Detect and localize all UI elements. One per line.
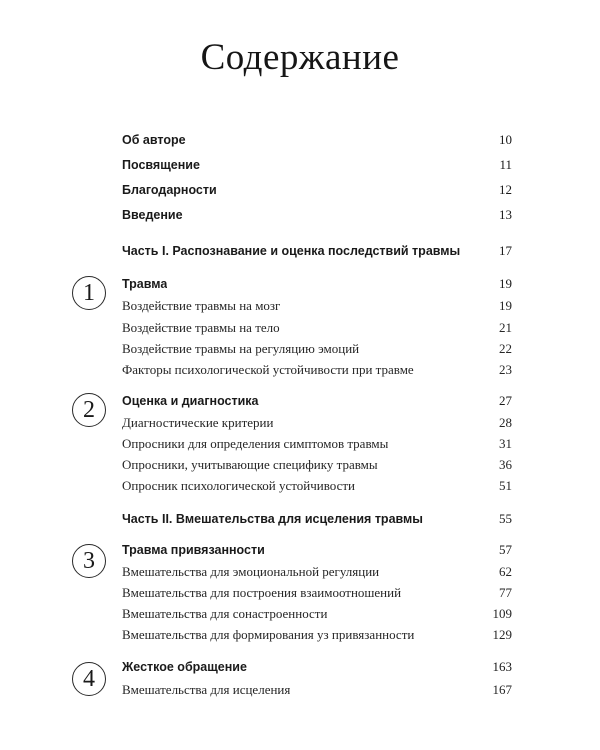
chapter-page: 57 bbox=[499, 542, 512, 557]
subentry-page: 28 bbox=[499, 415, 512, 430]
subentry-page: 21 bbox=[499, 320, 512, 335]
subentry-page: 22 bbox=[499, 341, 512, 356]
toc-part-2[interactable] bbox=[122, 511, 512, 527]
subentry-label: Вмешательства для исцеления bbox=[122, 682, 291, 697]
chapter-page: 19 bbox=[499, 276, 512, 291]
entry-page: 13 bbox=[499, 207, 512, 222]
toc-subentry[interactable] bbox=[122, 415, 512, 431]
subentry-label: Факторы психологической устойчивости при травме bbox=[122, 362, 414, 377]
part-label: Часть II. Вмешательства для исцеления травмы bbox=[122, 512, 423, 526]
toc-entry-introduction[interactable] bbox=[122, 207, 512, 223]
entry-page: 10 bbox=[499, 132, 512, 147]
chapter-title: Травма bbox=[122, 277, 168, 291]
subentry-label: Опросники для определения симптомов травмы bbox=[122, 436, 389, 451]
subentry-page: 167 bbox=[492, 682, 512, 697]
subentry-page: 31 bbox=[499, 436, 512, 451]
entry-label: Об авторе bbox=[122, 133, 186, 147]
part-page: 55 bbox=[499, 511, 512, 526]
toc-subentry[interactable] bbox=[122, 606, 512, 622]
toc-subentry[interactable] bbox=[122, 362, 512, 378]
subentry-page: 109 bbox=[492, 606, 512, 621]
toc-subentry[interactable] bbox=[122, 627, 512, 643]
entry-label: Благодарности bbox=[122, 183, 217, 197]
subentry-label: Воздействие травмы на мозг bbox=[122, 298, 281, 313]
page-title: Содержание bbox=[200, 37, 400, 78]
part-page: 17 bbox=[499, 243, 512, 258]
subentry-page: 36 bbox=[499, 457, 512, 472]
toc-chapter-1[interactable] bbox=[122, 276, 512, 292]
entry-page: 11 bbox=[499, 157, 512, 172]
toc-chapter-4[interactable] bbox=[122, 659, 512, 675]
toc-subentry[interactable] bbox=[122, 341, 512, 357]
toc-entry-dedication[interactable] bbox=[122, 157, 512, 173]
subentry-label: Опросники, учитывающие специфику травмы bbox=[122, 457, 378, 472]
part-label: Часть I. Распознавание и оценка последствий травмы bbox=[122, 244, 461, 258]
subentry-label: Вмешательства для эмоциональной регуляции bbox=[122, 564, 380, 579]
subentry-label: Воздействие травмы на регуляцию эмоций bbox=[122, 341, 360, 356]
toc-part-1[interactable] bbox=[122, 243, 512, 259]
subentry-page: 129 bbox=[492, 627, 512, 642]
subentry-page: 19 bbox=[499, 298, 512, 313]
chapter-3-number-badge: 3 bbox=[72, 544, 106, 578]
chapter-2-number-badge: 2 bbox=[72, 393, 106, 427]
chapter-title: Травма привязанности bbox=[122, 543, 265, 557]
subentry-page: 51 bbox=[499, 478, 512, 493]
toc-chapter-3[interactable] bbox=[122, 542, 512, 558]
subentry-page: 23 bbox=[499, 362, 512, 377]
toc-subentry[interactable] bbox=[122, 478, 512, 494]
toc-subentry[interactable] bbox=[122, 682, 512, 698]
chapter-title: Оценка и диагностика bbox=[122, 394, 259, 408]
toc-subentry[interactable] bbox=[122, 320, 512, 336]
subentry-label: Диагностические критерии bbox=[122, 415, 274, 430]
toc-subentry[interactable] bbox=[122, 436, 512, 452]
chapter-page: 27 bbox=[499, 393, 512, 408]
toc-subentry[interactable] bbox=[122, 585, 512, 601]
chapter-title: Жесткое обращение bbox=[122, 660, 247, 674]
toc-chapter-2[interactable] bbox=[122, 393, 512, 409]
subentry-label: Вмешательства для сонастроенности bbox=[122, 606, 328, 621]
entry-label: Посвящение bbox=[122, 158, 200, 172]
toc-entry-acknowledgments[interactable] bbox=[122, 182, 512, 198]
subentry-page: 62 bbox=[499, 564, 512, 579]
chapter-page: 163 bbox=[492, 659, 512, 674]
subentry-page: 77 bbox=[499, 585, 512, 600]
chapter-1-number-badge: 1 bbox=[72, 276, 106, 310]
subentry-label: Вмешательства для построения взаимоотношений bbox=[122, 585, 402, 600]
entry-label: Введение bbox=[122, 208, 183, 222]
toc-subentry[interactable] bbox=[122, 457, 512, 473]
subentry-label: Опросник психологической устойчивости bbox=[122, 478, 355, 493]
toc-entry-about-author[interactable] bbox=[122, 132, 512, 148]
subentry-label: Воздействие травмы на тело bbox=[122, 320, 280, 335]
subentry-label: Вмешательства для формирования уз привязанности bbox=[122, 627, 415, 642]
toc-subentry[interactable] bbox=[122, 564, 512, 580]
chapter-4-number-badge: 4 bbox=[72, 662, 106, 696]
entry-page: 12 bbox=[499, 182, 512, 197]
toc-subentry[interactable] bbox=[122, 298, 512, 314]
